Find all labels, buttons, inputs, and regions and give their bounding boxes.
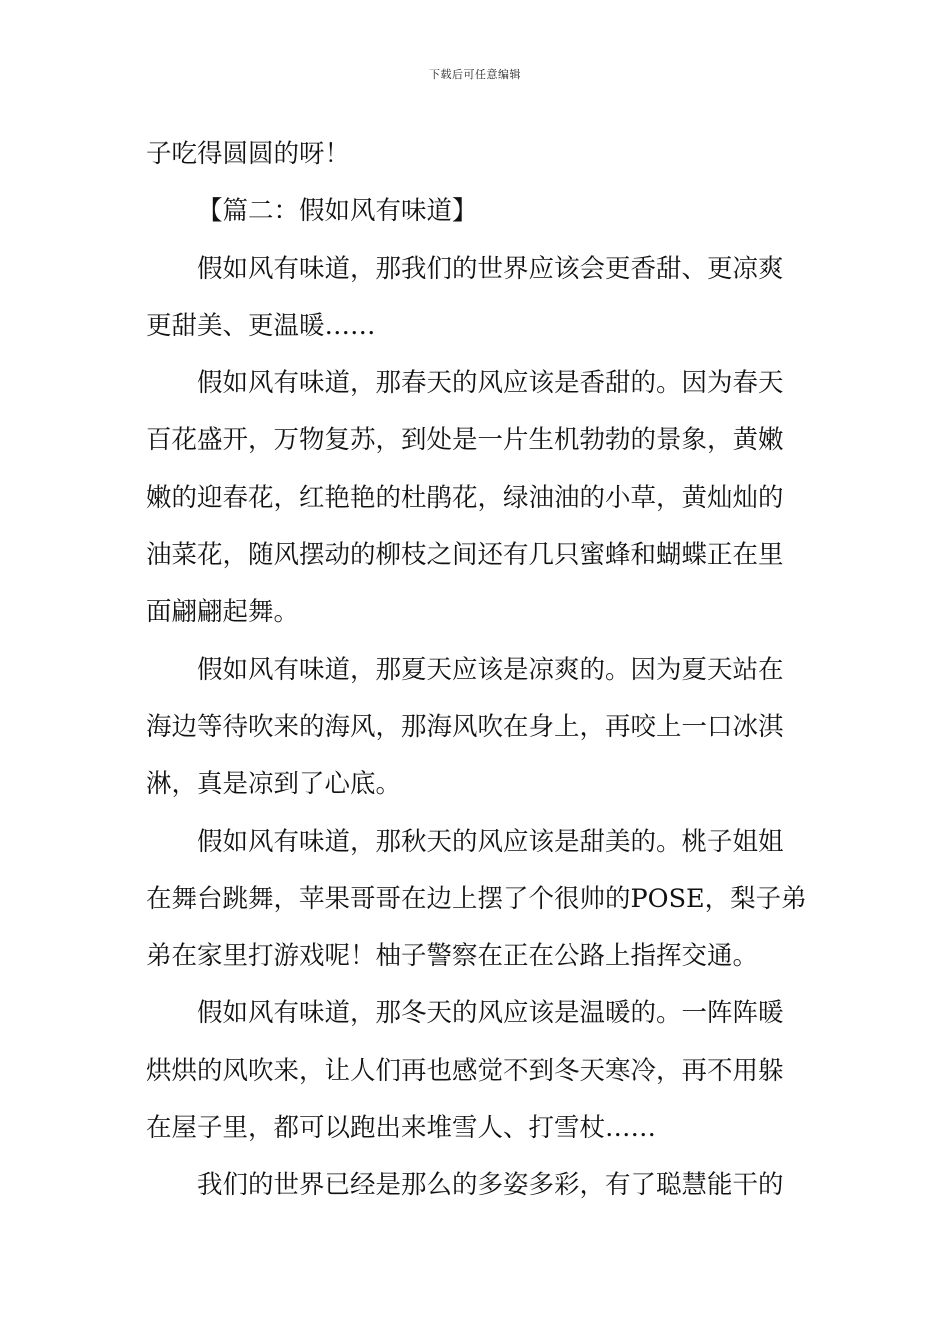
paragraph-line: 假如风有味道，那夏天应该是凉爽的。因为夏天站在 <box>197 654 784 685</box>
paragraph-line: 假如风有味道，那春天的风应该是香甜的。因为春天 <box>197 368 784 399</box>
paragraph-line: 我们的世界已经是那么的多姿多彩，有了聪慧能干的 <box>197 1170 784 1201</box>
paragraph-line: 弟在家里打游戏呢！柚子警察在正在公路上指挥交通。 <box>146 941 759 972</box>
paragraph-line: 嫩的迎春花，红艳艳的杜鹃花，绿油油的小草，黄灿灿的 <box>146 482 784 513</box>
section-heading: 【篇二：假如风有味道】 <box>197 196 478 227</box>
paragraph-line: 海边等待吹来的海风，那海风吹在身上，再咬上一口冰淇 <box>146 711 784 742</box>
paragraph-line: 在屋子里，都可以跑出来堆雪人、打雪杖…… <box>146 1113 657 1144</box>
paragraph-line: 百花盛开，万物复苏，到处是一片生机勃勃的景象，黄嫩 <box>146 425 784 456</box>
paragraph-line: 假如风有味道，那冬天的风应该是温暖的。一阵阵暖 <box>197 998 784 1029</box>
paragraph-line: 油菜花，随风摆动的柳枝之间还有几只蜜蜂和蝴蝶正在里 <box>146 540 784 571</box>
paragraph-line: 烘烘的风吹来，让人们再也感觉不到冬天寒冷，再不用躲 <box>146 1055 784 1086</box>
paragraph-line: 假如风有味道，那秋天的风应该是甜美的。桃子姐姐 <box>197 826 784 857</box>
paragraph-line: 淋，真是凉到了心底。 <box>146 769 402 800</box>
page-header: 下载后可任意编辑 <box>429 68 521 81</box>
document-body <box>146 126 808 1215</box>
paragraph-line: 面翩翩起舞。 <box>146 597 300 628</box>
paragraph-line: 更甜美、更温暖…… <box>146 310 376 341</box>
paragraph-line: 假如风有味道，那我们的世界应该会更香甜、更凉爽 <box>197 253 784 284</box>
text-line: 子吃得圆圆的呀！ <box>146 139 351 169</box>
paragraph-line: 在舞台跳舞，苹果哥哥在边上摆了个很帅的POSE，梨子弟 <box>146 883 807 914</box>
